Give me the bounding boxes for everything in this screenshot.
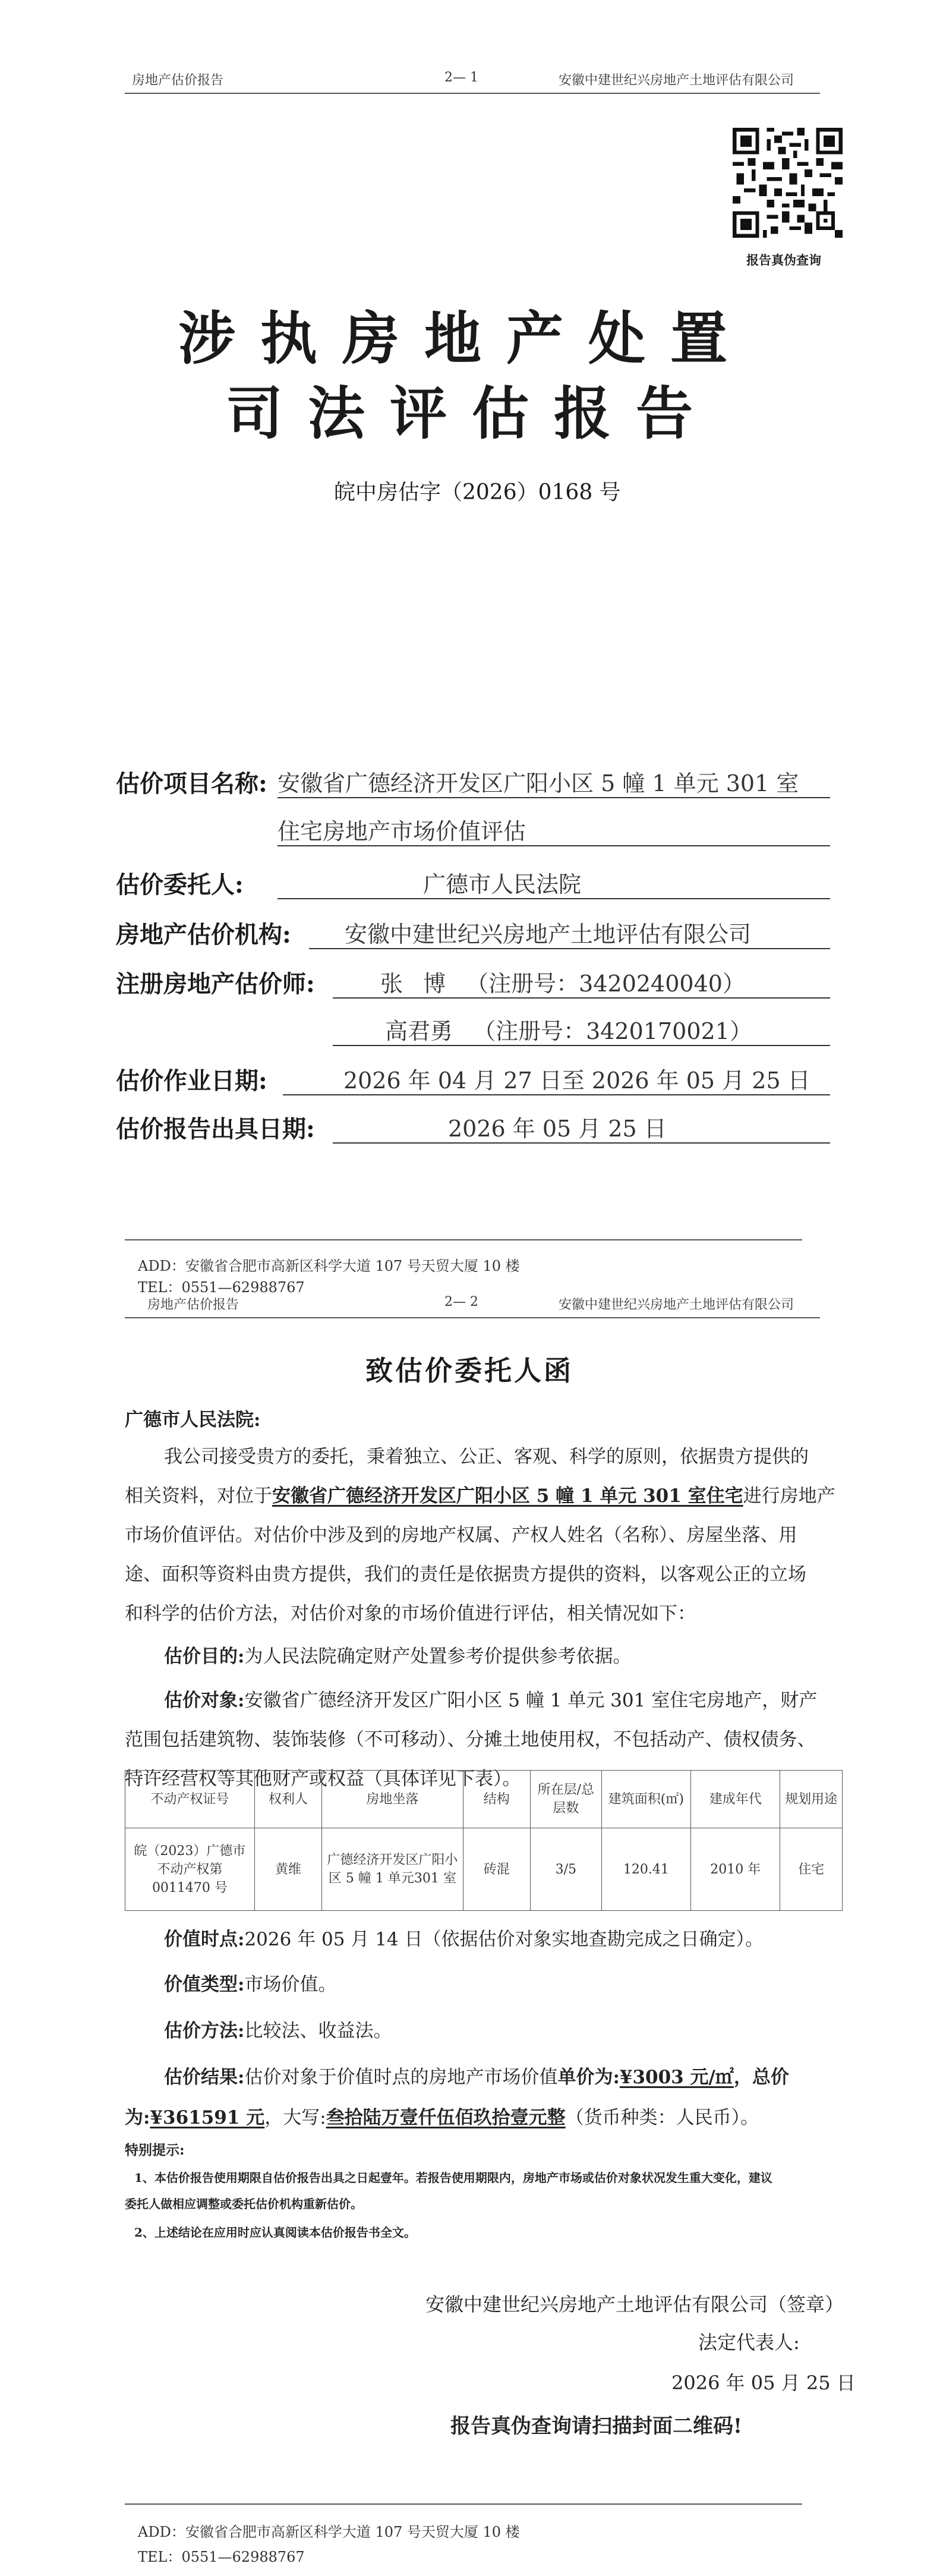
footer-rule: [125, 1239, 802, 1240]
client-underline: [277, 898, 830, 899]
signature-company: 安徽中建世纪兴房地产土地评估有限公司（签章）: [425, 2293, 844, 2316]
cell-cert-number: 皖（2023）广德市不动产权第0011470 号: [125, 1828, 255, 1911]
total-price-label-b: 为:: [125, 2107, 150, 2128]
letter-title: 致估价委托人函: [365, 1355, 573, 1387]
header-page-number: 2— 1: [444, 70, 478, 85]
method-line: [164, 2011, 392, 2051]
qr-caption: 报告真伪查询: [746, 253, 821, 267]
project-label: 估价项目名称:: [116, 770, 267, 798]
header-right: 安徽中建世纪兴房地产土地评估有限公司: [559, 1298, 794, 1312]
footer-tel: TEL：0551—62988767: [138, 2549, 305, 2565]
document-number: 皖中房估字（2026）0168 号: [334, 480, 621, 505]
table-header-row: [125, 1771, 843, 1828]
tip-1-line1: 1、本估价报告使用期限自估价报告出具之日起壹年。若报告使用期限内，房地产市场或估价对象状况发生重大变化，建议: [134, 2171, 772, 2185]
cell-owner: 黄维: [254, 1828, 321, 1911]
issue-date-label: 估价报告出具日期:: [116, 1115, 315, 1143]
qr-code[interactable]: [733, 128, 843, 238]
agency-label: 房地产估价机构:: [116, 921, 291, 949]
header-page-number: 2— 2: [444, 1295, 478, 1309]
tip-2: 2、上述结论在应用时应认真阅读本估价报告书全文。: [134, 2225, 416, 2240]
result-line2: [125, 2098, 759, 2137]
currency-note: （货币种类：人民币）。: [565, 2107, 759, 2128]
unit-price-label: 单价为:: [557, 2067, 620, 2088]
cell-floor: 3/5: [530, 1828, 601, 1911]
work-date-label: 估价作业日期:: [116, 1067, 267, 1095]
header-right: 安徽中建世纪兴房地产土地评估有限公司: [559, 73, 794, 88]
value-date-value: 2026 年 05 月 14 日（依据估价对象实地查勘完成之日确定）。: [244, 1929, 764, 1950]
result-label: 估价结果:: [164, 2067, 245, 2088]
para1-line4: 途、面积等资料由贵方提供，我们的责任是依据贵方提供的资料，以客观公正的立场: [125, 1564, 806, 1585]
cell-planned-use: 住宅: [780, 1828, 843, 1911]
col-built-year: 建成年代: [691, 1771, 780, 1828]
col-cert-number: 不动产权证号: [125, 1771, 255, 1828]
para1-line5: 和科学的估价方法，对估价对象的市场价值进行评估，相关情况如下：: [125, 1603, 696, 1624]
project-value-line2: 住宅房地产市场价值评估: [277, 818, 526, 845]
col-location: 房地坐落: [322, 1771, 463, 1828]
col-planned-use: 规划用途: [780, 1771, 843, 1828]
col-floor: 所在层/总层数: [530, 1771, 601, 1828]
para1-line2-c: 进行房地产: [743, 1485, 835, 1507]
footer-tel: TEL：0551—62988767: [138, 1279, 305, 1296]
value-type-label: 价值类型:: [164, 1974, 245, 1995]
result-text-a: 估价对象于价值时点的房地产市场价值: [244, 2067, 558, 2088]
footer-address: ADD：安徽省合肥市高新区科学大道 107 号天贸大厦 10 楼: [138, 1258, 520, 1274]
tips-title: 特别提示:: [125, 2142, 185, 2158]
col-area: 建筑面积(㎡): [601, 1771, 690, 1828]
col-owner: 权利人: [254, 1771, 321, 1828]
para1-line2: [125, 1476, 835, 1516]
cell-built-year: 2010 年: [691, 1828, 780, 1911]
object-line1: [164, 1681, 817, 1720]
para1-line2-a: 相关资料，对位于: [125, 1485, 272, 1507]
property-table: [125, 1770, 843, 1911]
work-date-underline: [283, 1094, 830, 1095]
work-date-value: 2026 年 04 月 27 日至 2026 年 05 月 25 日: [343, 1067, 810, 1094]
signature-representative: 法定代表人:: [698, 2331, 800, 2354]
appraiser-underline-1: [333, 997, 830, 999]
footer-address: ADD：安徽省合肥市高新区科学大道 107 号天贸大厦 10 楼: [138, 2524, 520, 2540]
appraiser-underline-2: [333, 1045, 830, 1046]
appraiser-2: 高君勇 （注册号：3420170021）: [385, 1018, 752, 1044]
header-left: 房地产估价报告: [132, 73, 224, 88]
total-price-label-a: ，总价: [733, 2067, 789, 2088]
cell-location: 广德经济开发区广阳小区 5 幢 1 单元301 室: [322, 1828, 463, 1911]
capital-label: ，大写:: [264, 2107, 326, 2128]
col-structure: 结构: [463, 1771, 530, 1828]
project-value-line1: 安徽省广德经济开发区广阳小区 5 幢 1 单元 301 室: [277, 770, 799, 796]
purpose-value: 为人民法院确定财产处置参考价提供参考依据。: [244, 1646, 632, 1667]
header-left: 房地产估价报告: [147, 1298, 239, 1312]
letter-recipient: 广德市人民法院:: [125, 1409, 261, 1431]
method-label: 估价方法:: [164, 2020, 245, 2042]
signature-date: 2026 年 05 月 25 日: [671, 2372, 856, 2394]
issue-date-value: 2026 年 05 月 25 日: [448, 1116, 667, 1142]
object-label: 估价对象:: [164, 1690, 245, 1711]
object-line2: 范围包括建筑物、装饰装修（不可移动）、分摊土地使用权，不包括动产、债权债务、: [125, 1729, 816, 1750]
cell-area: 120.41: [601, 1828, 690, 1911]
appraiser-label: 注册房地产估价师:: [116, 970, 315, 998]
agency-value: 安徽中建世纪兴房地产土地评估有限公司: [345, 921, 752, 947]
para1-line3: 市场价值评估。对估价中涉及到的房地产权属、产权人姓名（名称）、房屋坐落、用: [125, 1525, 797, 1546]
method-value: 比较法、收益法。: [244, 2020, 392, 2042]
value-type-line: [164, 1965, 336, 2004]
agency-underline: [309, 948, 830, 949]
project-underline-1: [277, 797, 830, 798]
header-rule: [125, 1317, 820, 1318]
value-type-value: 市场价值。: [244, 1974, 337, 1995]
footer-rule: [125, 2503, 802, 2505]
client-label: 估价委托人:: [116, 871, 244, 899]
para1-line1: 我公司接受贵方的委托，秉着独立、公正、客观、科学的原则，依据贵方提供的: [164, 1446, 809, 1467]
property-address-highlight: 安徽省广德经济开发区广阳小区 5 幢 1 单元 301 室住宅: [272, 1485, 743, 1507]
table-row: [125, 1828, 843, 1911]
issue-date-underline: [333, 1142, 830, 1144]
cell-structure: 砖混: [463, 1828, 530, 1911]
value-date-label: 价值时点:: [164, 1929, 245, 1950]
value-date-line: [164, 1920, 764, 1959]
client-value: 广德市人民法院: [423, 871, 582, 897]
purpose-label: 估价目的:: [164, 1646, 245, 1667]
purpose-line: [164, 1637, 631, 1676]
tip-1-line2: 委托人做相应调整或委托估价机构重新估价。: [125, 2197, 362, 2211]
unit-price-value: ¥3003 元/㎡: [619, 2067, 734, 2088]
verify-note: 报告真伪查询请扫描封面二维码!: [450, 2414, 742, 2438]
appraiser-1: 张 博 （注册号：3420240040）: [380, 971, 745, 997]
report-title-line2: 司法评估报告: [226, 380, 718, 447]
object-value-1: 安徽省广德经济开发区广阳小区 5 幢 1 单元 301 室住宅房地产，财产: [244, 1690, 818, 1711]
total-price-value: ¥361591 元: [150, 2107, 265, 2128]
capital-amount: 叁拾陆万壹仟伍佰玖拾壹元整: [326, 2107, 566, 2128]
object-line3: 特许经营权等其他财产或权益（具体详见下表）。: [125, 1768, 521, 1790]
project-underline-2: [277, 845, 830, 846]
result-line1: [164, 2058, 789, 2097]
header-rule: [125, 93, 820, 94]
report-title-line1: 涉执房地产处置: [178, 305, 752, 372]
